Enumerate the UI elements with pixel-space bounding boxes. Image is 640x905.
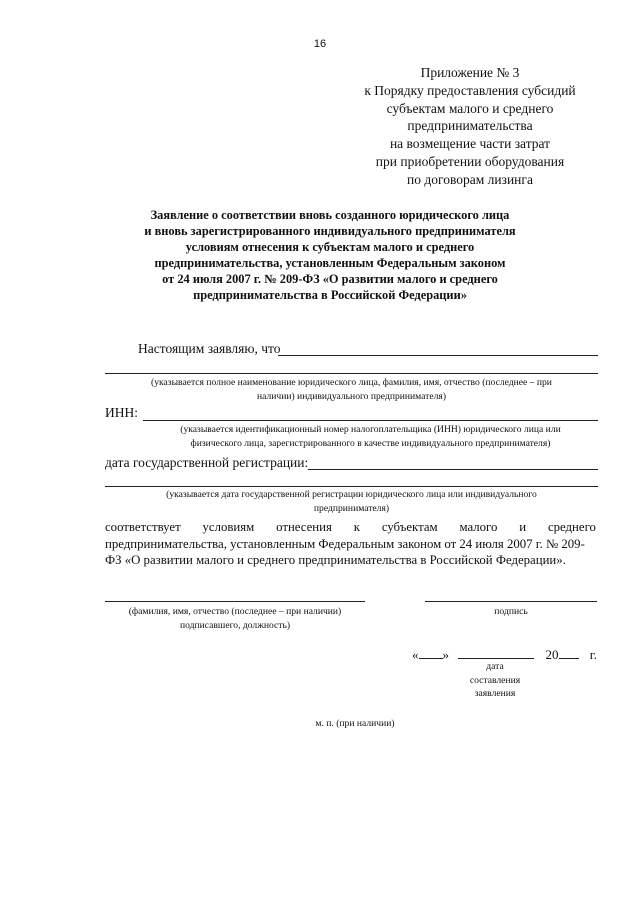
statement-word: среднего	[547, 520, 596, 534]
stamp-placeholder: м. п. (при наличии)	[315, 718, 395, 729]
appendix-line: Приложение № 3	[420, 65, 520, 80]
inn-label: ИНН:	[105, 405, 138, 420]
name-caption	[105, 376, 598, 403]
title-line: предпринимательства в Российской Федерации»	[193, 288, 467, 303]
appendix-line: к Порядку предоставления субсидий	[364, 82, 576, 98]
statement-line-3: ФЗ «О развитии малого и среднего предпринимательства в Российской Федерации».	[105, 553, 566, 568]
year-suffix: г.	[589, 647, 597, 662]
title-line: условиям отнесения к субъектам малого и среднего	[185, 240, 475, 255]
year-century: 20	[545, 647, 559, 662]
caption-line: (фамилия, имя, отчество (последнее – при наличии)	[128, 606, 342, 617]
statement-word: условиям	[202, 520, 255, 534]
caption-line: дата	[486, 661, 504, 672]
reg-date-caption	[105, 488, 598, 515]
statement-word: и	[519, 520, 527, 534]
date-caption	[460, 660, 530, 701]
appendix-line: по договорам лизинга	[407, 171, 533, 187]
reg-date-input-line[interactable]	[308, 469, 598, 470]
close-quote: »	[442, 647, 449, 662]
statement-word: субъектам	[381, 520, 438, 534]
statement-word: соответствует	[105, 520, 181, 534]
caption-line: предпринимателя)	[313, 502, 390, 514]
caption-line: составления	[469, 674, 521, 686]
caption-line: наличии) индивидуального предпринимателя)	[256, 390, 447, 402]
title-line: предпринимательства, установленным Федеральным законом	[154, 256, 506, 271]
document-title	[120, 207, 540, 304]
open-quote: «	[412, 647, 419, 662]
name-input-line[interactable]	[105, 373, 598, 374]
title-line: от 24 июля 2007 г. № 209-ФЗ «О развитии малого и среднего	[162, 272, 498, 287]
appendix-line: предпринимательства	[407, 118, 533, 134]
caption-line: (указывается идентификационный номер налогоплательщика (ИНН) юридического лица или	[180, 424, 561, 435]
signatory-caption	[105, 605, 365, 632]
appendix-line: на возмещение части затрат	[389, 136, 551, 152]
appendix-line: при приобретении оборудования	[375, 153, 565, 169]
inn-caption	[143, 423, 598, 450]
caption-line: (указывается полное наименование юридического лица, фамилия, имя, отчество (последнее – при	[151, 377, 552, 388]
caption-line: (указывается дата государственной регистрации юридического лица или индивидуального	[166, 489, 537, 500]
statement-line-1	[105, 519, 596, 536]
day-blank[interactable]	[419, 647, 443, 659]
declare-input-line[interactable]	[278, 355, 598, 356]
statement-word: к	[353, 520, 360, 534]
reg-date-extra-line[interactable]	[105, 486, 598, 487]
caption-line: заявления	[474, 688, 516, 699]
statement-line-2: предпринимательства, установленным Федеральным законом от 24 июля 2007 г. № 209-	[105, 536, 585, 551]
appendix-header	[340, 64, 600, 189]
year-blank[interactable]	[559, 647, 579, 659]
conformity-statement	[105, 519, 596, 569]
declare-label: Настоящим заявляю, что	[138, 341, 281, 356]
caption-line: физического лица, зарегистрированного в качестве индивидуального предпринимателя)	[190, 437, 551, 449]
title-line: Заявление о соответствии вновь созданного юридического лица	[150, 208, 510, 222]
caption-line: подписавшего, должность)	[179, 619, 291, 631]
inn-input-line[interactable]	[143, 420, 598, 421]
signature-line[interactable]	[425, 601, 597, 602]
reg-date-label: дата государственной регистрации:	[105, 455, 309, 470]
appendix-line: субъектам малого и среднего	[386, 100, 554, 116]
signatory-name-line[interactable]	[105, 601, 365, 602]
signature-caption: подпись	[494, 606, 528, 617]
statement-word: малого	[459, 520, 498, 534]
statement-word: отнесения	[276, 520, 332, 534]
month-blank[interactable]	[458, 647, 534, 659]
title-line: и вновь зарегистрированного индивидуального предпринимателя	[144, 224, 516, 239]
page-number: 16	[313, 38, 327, 50]
